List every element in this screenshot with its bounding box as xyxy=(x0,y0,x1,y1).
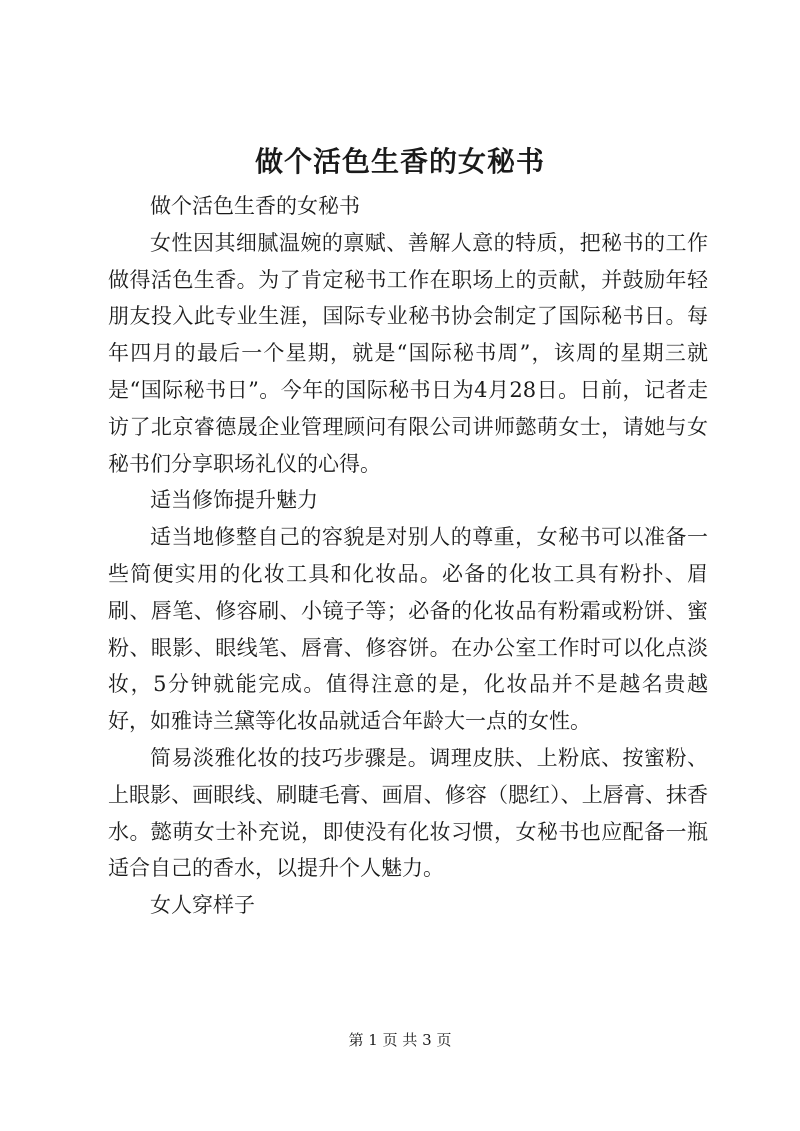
intro-heading: 做个活色生香的女秘书 xyxy=(150,194,360,218)
page-title: 做个活色生香的女秘书 xyxy=(254,145,545,178)
section-heading-grooming: 适当修饰提升魅力 xyxy=(150,488,318,513)
document-body xyxy=(108,188,708,924)
page-footer: 第 1 页 共 3 页 xyxy=(348,1031,452,1049)
paragraph-intro: 女性因其细腻温婉的禀赋、善解人意的特质，把秘书的工作做得活色生香。为了肯定秘书工作在职场上的贡献，并鼓励年轻朋友投入此专业生涯，国际专业秘书协会制定了国际秘书日。每年四月的最后一个星期，就是“国际秘书周”，该周的星期三就是“国际秘书日”。今年的国际秘书日为4月28日。日前，记者走访了北京睿德晟企业管理顾问有限公司讲师懿萌女士，请她与女秘书们分享职场礼仪的心得。 xyxy=(108,230,708,476)
paragraph-makeup-tools: 适当地修整自己的容貌是对别人的尊重，女秘书可以准备一些简便实用的化妆工具和化妆品。必备的化妆工具有粉扑、眉刷、唇笔、修容刷、小镜子等；必备的化妆品有粉霜或粉饼、蜜粉、眼影、眼线笔、唇膏、修容饼。在办公室工作时可以化点淡妆，5分钟就能完成。值得注意的是，化妆品并不是越名贵越好，如雅诗兰黛等化妆品就适合年龄大一点的女性。 xyxy=(108,525,708,734)
section-heading-dress: 女人穿样子 xyxy=(150,893,255,918)
paragraph-makeup-steps: 简易淡雅化妆的技巧步骤是。调理皮肤、上粉底、按蜜粉、上眼影、画眼线、刷睫毛膏、画眉、修容（腮红）、上唇膏、抹香水。懿萌女士补充说，即使没有化妆习惯，女秘书也应配备一瓶适合自己的香水，以提升个人魅力。 xyxy=(108,745,708,881)
